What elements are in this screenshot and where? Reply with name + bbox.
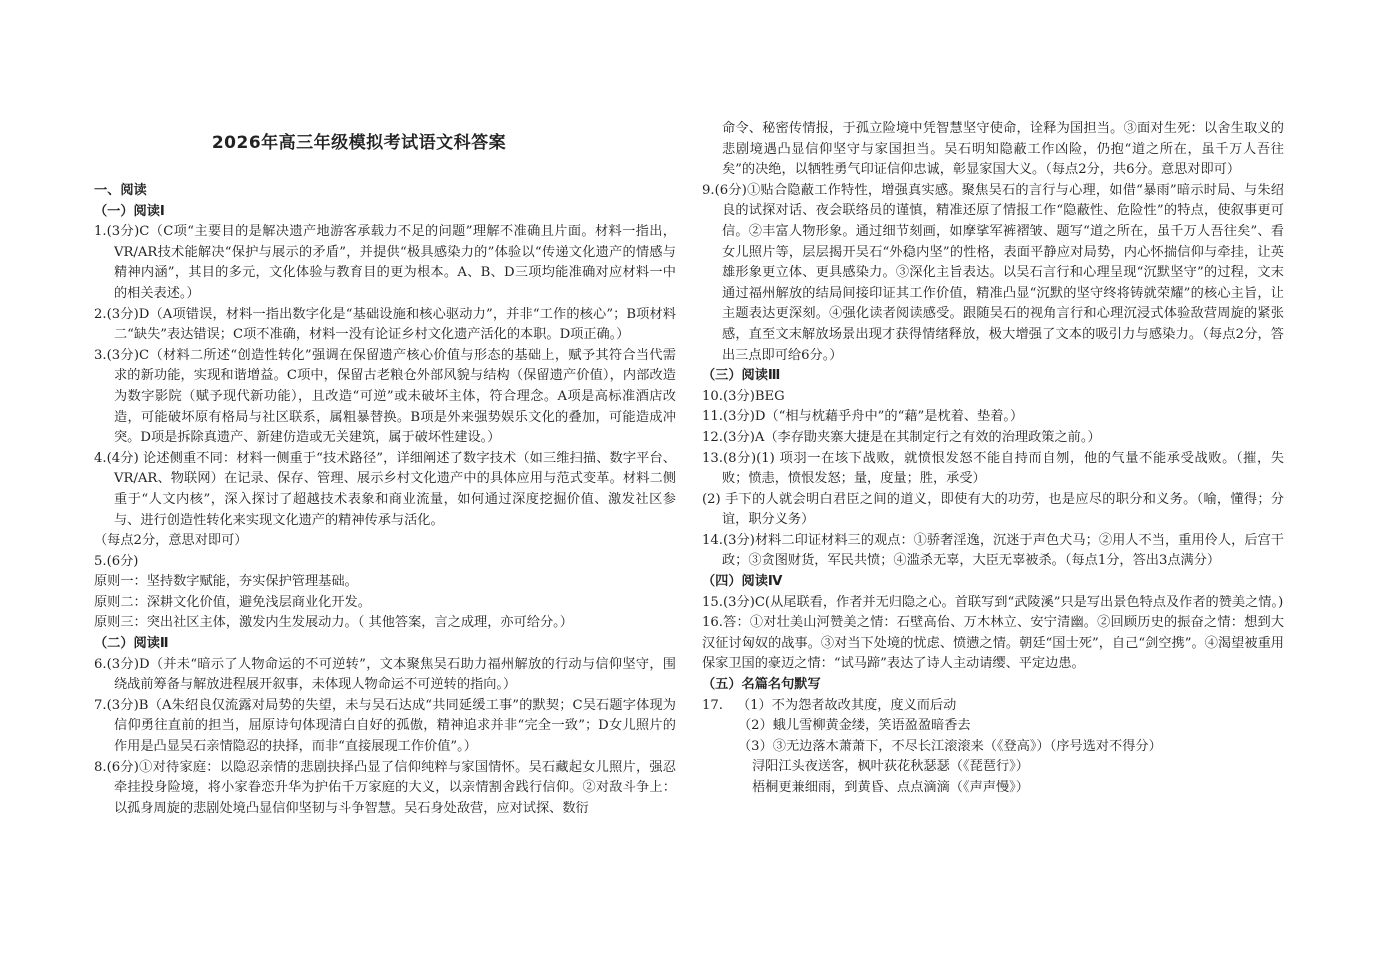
left-column bbox=[94, 181, 676, 819]
answer-q4-note: （每点2分，意思对即可） bbox=[94, 533, 248, 549]
answer-q7: 7.(3分)B（A朱绍良仅流露对局势的失望，未与吴石达成“共同延缓工事”的默契；C吴石题字体现为信仰勇往直前的担当，屈原诗句体现清白自好的孤傲，精神追求并非“完全一致”；D女儿照片的作用是凸显吴石亲情隐忍的抉择，而非“直接展现工作价值”。） bbox=[94, 697, 676, 755]
answer-q3: 3.(3分)C（材料二所述“创造性转化”强调在保留遗产核心价值与形态的基础上，赋予其符合当代需求的新功能，实现和谐增益。C项中，保留古老粮仓外部风貌与结构（保留遗产价值），内部改造为数字影院（赋予现代新功能），且改造“可逆”或未破坏主体，符合理念。A项是高标准酒店改造，可能破坏原有格局与社区联系，属粗暴替换。B项是外来强势娱乐文化的叠加，可能造成冲突。D项是拆除真遗产、新建仿造或无关建筑，属于破坏性建设。） bbox=[94, 347, 676, 446]
section-heading-reading: 一、阅读 bbox=[94, 183, 147, 198]
answer-q5-principle-2: 原则二：深耕文化价值，避免浅层商业化开发。 bbox=[94, 594, 371, 610]
answer-q17-item-3: （3）③无边落木萧萧下，不尽长江滚滚来（《登高》）（序号选对不得分） bbox=[738, 738, 1162, 754]
answer-q17-item-1: （1）不为怨者故改其度，度义而后动 bbox=[736, 697, 957, 713]
answer-q17-item-5: 梧桐更兼细雨，到黄昏、点点滴滴（《声声慢》） bbox=[752, 780, 1029, 795]
answer-q17-number: 17. bbox=[702, 697, 723, 713]
answer-q16: 16.答：①对壮美山河赞美之情：石壁高佁、万木林立、安宁清幽。②回顾历史的振奋之情：想到大汉征讨匈奴的战事。③对当下处境的忧虑、愤懑之情。朝廷“国士死”，自己“剑空携”。④渴望被重用保家卫国的豪迈之情：“试马蹄”表达了诗人主动请缨、平定边患。 bbox=[702, 615, 1284, 672]
answer-q17-line-1 bbox=[702, 696, 1284, 717]
subsection-heading-reading-1: （一）阅读Ⅰ bbox=[94, 203, 165, 219]
subsection-heading-recitation: （五）名篇名句默写 bbox=[702, 677, 821, 693]
page-title: 2026年高三年级模拟考试语文科答案 bbox=[211, 133, 507, 153]
answer-q5-principle-1: 原则一：坚持数字赋能，夯实保护管理基础。 bbox=[94, 574, 358, 590]
answer-q17-item-4: 浔阳江头夜送客，枫叶荻花秋瑟瑟（《琵琶行》） bbox=[752, 759, 1029, 775]
answer-q14: 14.(3分)材料二印证材料三的观点：①骄奢淫逸，沉迷于声色犬马；②用人不当，重用伶人，后宫干政；③贪图财货，军民共愤；④滥杀无辜，大臣无辜被杀。（每点1分，答出3点满分） bbox=[702, 532, 1284, 569]
answer-q8: 8.(6分)①对待家庭：以隐忍亲情的悲剧抉择凸显了信仰纯粹与家国情怀。吴石藏起女儿照片，强忍牵挂投身险境，将小家眷恋升华为护佑千万家庭的大义，以亲情割舍践行信仰。②对敌斗争上：以孤身周旋的悲剧处境凸显信仰坚韧与斗争智慧。吴石身处敌营，应对试探、数衍 bbox=[94, 759, 676, 816]
answer-q2: 2.(3分)D（A项错误，材料一指出数字化是“基础设施和核心驱动力”，并非“工作的核心”；B项材料二“缺失”表达错误；C项不准确，材料一没有论证乡村文化遗产活化的本职。D项正确。） bbox=[94, 306, 676, 343]
answer-q9: 9.(6分)①贴合隐蔽工作特性，增强真实感。聚焦吴石的言行与心理，如借“暴雨”暗示时局、与朱绍良的试探对话、夜会联络员的谨慎，精准还原了情报工作“隐蔽性、危险性”的特点，使叙事更可信。②丰富人物形象。通过细节刻画，如摩挲军裤褶皱、题写“道之所在，虽千万人吾往矣”、看女儿照片等，层层揭开吴石“外稳内坚”的性格，表面平静应对局势，内心怀揣信仰与牵挂，让英雄形象更立体、更具感染力。③深化主旨表达。以吴石言行和心理呈现“沉默坚守”的过程，文末通过福州解放的结局间接印证其工作价值，精准凸显“沉默的坚守终将铸就荣耀”的核心主旨，让主题表达更深刻。④强化读者阅读感受。跟随吴石的视角言行和心理沉浸式体验敌营周旋的紧张感，直至文末解放场景出现才获得情绪释放，极大增强了文本的吸引力与感染力。（每点2分，答出三点即可给6分。） bbox=[702, 182, 1284, 363]
answer-q8-continued: 命令、秘密传情报，于孤立险境中凭智慧坚守使命，诠释为国担当。③面对生死：以舍生取义的悲剧境遇凸显信仰坚守与家国担当。吴石明知隐蔽工作凶险，仍抱“道之所在，虽千万人吾往矣”的决绝，以牺牲勇气印证信仰忠诚，彰显家国大义。（每点2分，共6分。意思对即可） bbox=[722, 121, 1284, 178]
subsection-heading-reading-4: （四）阅读Ⅳ bbox=[702, 574, 783, 590]
answer-q17-item-2: （2）蛾儿雪柳黄金缕，笑语盈盈暗香去 bbox=[738, 718, 971, 734]
answer-q6: 6.(3分)D（并未“暗示了人物命运的不可逆转”，文本聚焦吴石助力福州解放的行动与信仰坚守，围绕战前筹备与解放进程展开叙事，未体现人物命运不可逆转的指向。） bbox=[94, 656, 676, 693]
subsection-heading-reading-2: （二）阅读Ⅱ bbox=[94, 636, 169, 652]
answer-q5: 5.(6分) bbox=[94, 553, 139, 569]
answer-q15: 15.(3分)C(从尾联看，作者并无归隐之心。首联写到“武陵溪”只是写出景色特点及作者的赞美之情。) bbox=[702, 594, 1284, 610]
answer-q10: 10.(3分)BEG bbox=[702, 388, 785, 404]
answer-q13-part-1: 13.(8分)(1) 项羽一在垓下战败，就愤恨发怒不能自持而自刎，他的气量不能承受战败。（摧，失败；愤恚，愤恨发怒；量，度量；胜，承受） bbox=[702, 450, 1284, 487]
answer-q13-part-2: (2) 手下的人就会明白君臣之间的道义，即使有大的功劳，也是应尽的职分和义务。（喻，懂得；分谊，职分义务） bbox=[702, 491, 1284, 528]
answer-q11: 11.(3分)D（“相与枕藉乎舟中”的“藉”是枕着、垫着。） bbox=[702, 409, 1024, 425]
subsection-heading-reading-3: （三）阅读Ⅲ bbox=[702, 368, 781, 384]
answer-q1: 1.(3分)C（C项“主要目的是解决遗产地游客承载力不足的问题”理解不准确且片面。材料一指出，VR/AR技术能解决“保护与展示的矛盾”，并提供“极具感染力的”体验以“传递文化遗产的情感与精神内涵”，其目的多元，文化体验与教育目的更为根本。A、B、D三项均能准确对应材料一中的相关表述。） bbox=[94, 224, 676, 301]
answer-q4: 4.(4分) 论述侧重不同：材料一侧重于“技术路径”，详细阐述了数字技术（如三维扫描、数字平台、VR/AR、物联网）在记录、保存、管理、展示乡村文化遗产中的具体应用与范式变革。材料二侧重于“人文内核”，深入探讨了超越技术表象和商业流量，如何通过深度挖掘价值、激发社区参与、进行创造性转化来实现文化遗产的精神传承与活化。 bbox=[94, 450, 676, 528]
right-column bbox=[702, 119, 1284, 799]
answer-q5-principle-3: 原则三：突出社区主体，激发内生发展动力。（ 其他答案，言之成理，亦可给分。） bbox=[94, 615, 573, 631]
answer-q12: 12.(3分)A（李存勖夹寨大捷是在其制定行之有效的治理政策之前。） bbox=[702, 429, 1101, 445]
